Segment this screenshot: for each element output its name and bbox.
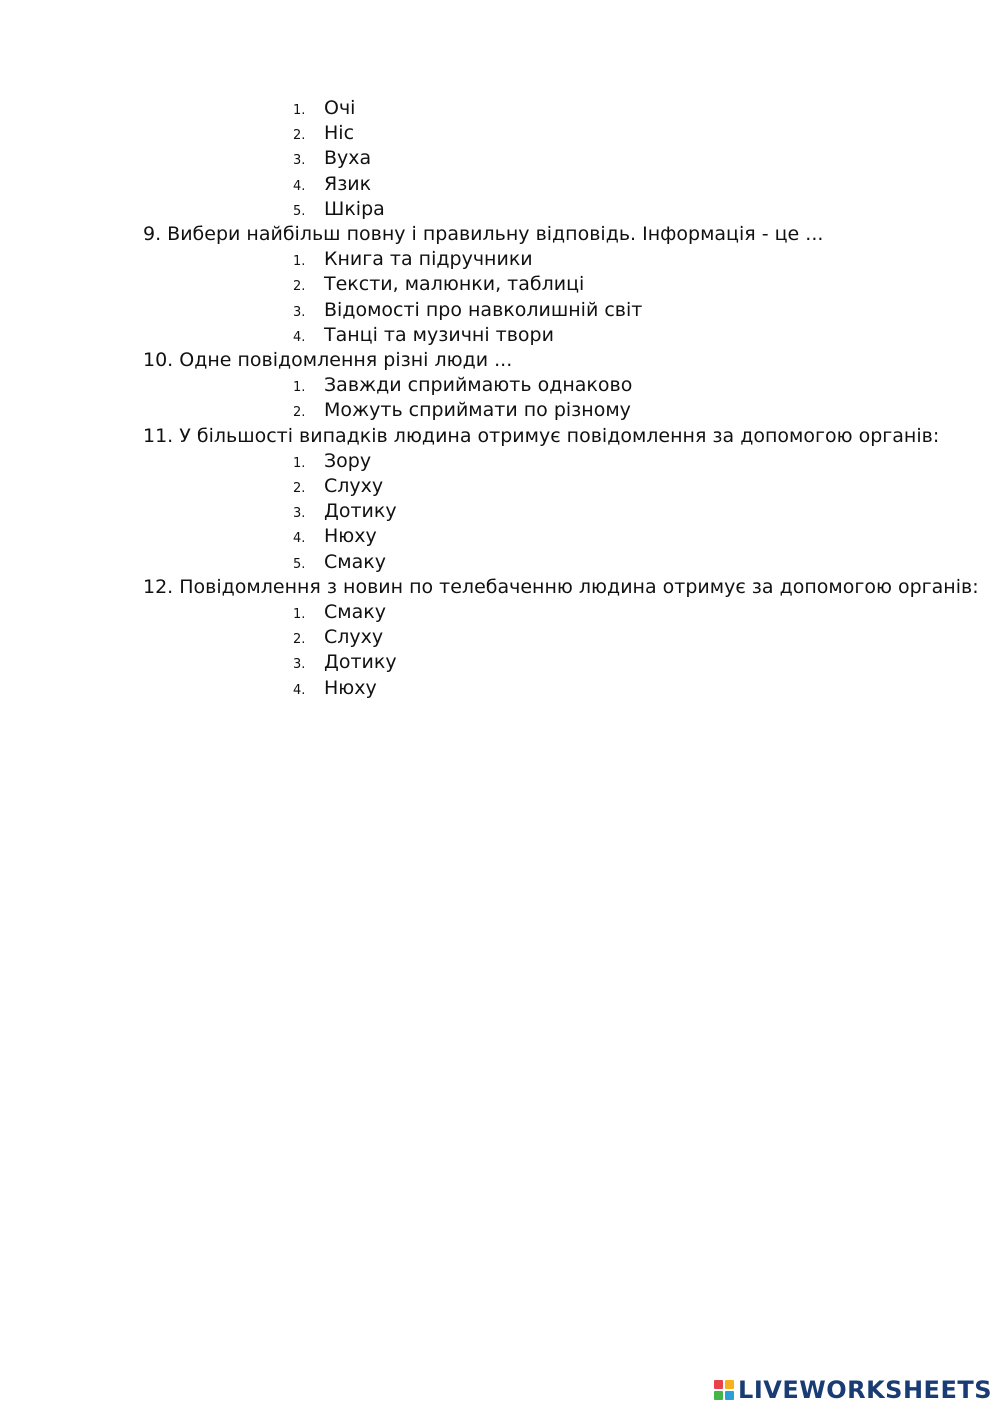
option-number: 2.	[293, 279, 306, 295]
option-number: 4.	[293, 178, 306, 194]
answer-option[interactable]	[293, 524, 377, 549]
option-text: Завжди сприймають однаково	[324, 374, 633, 397]
question-text: 12. Повідомлення з новин по телебаченню людина отримує за допомогою органів:	[143, 575, 979, 598]
option-text: Дотику	[324, 500, 397, 523]
option-number: 4.	[293, 329, 306, 345]
option-text: Можуть сприймати по різному	[324, 399, 631, 422]
answer-option[interactable]	[293, 650, 397, 675]
answer-option[interactable]	[293, 373, 632, 398]
logo-block-e	[725, 1391, 734, 1400]
liveworksheets-logo	[714, 1375, 992, 1405]
answer-option[interactable]	[293, 197, 385, 222]
option-text: Вуха	[324, 147, 372, 170]
logo-block-i	[725, 1380, 734, 1389]
option-text: Відомості про навколишній світ	[324, 298, 643, 321]
option-number: 4.	[293, 531, 306, 547]
answer-option[interactable]	[293, 398, 631, 423]
option-text: Танці та музичні твори	[324, 323, 554, 346]
answer-option[interactable]	[293, 676, 377, 701]
option-number: 1.	[293, 103, 306, 118]
question-text: 9. Вибери найбільш повну і правильну відповідь. Інформація - це ...	[143, 223, 824, 245]
option-text: Тексти, малюнки, таблиці	[324, 273, 585, 296]
answer-option[interactable]	[293, 146, 371, 171]
option-text: Язик	[324, 172, 372, 195]
option-number: 5.	[293, 556, 306, 572]
option-number: 3.	[293, 657, 306, 673]
option-text: Слуху	[324, 626, 384, 649]
option-text: Ніс	[324, 122, 355, 145]
option-text: Нюху	[324, 676, 377, 699]
option-number: 1.	[293, 254, 306, 270]
answer-option[interactable]	[293, 172, 371, 197]
option-text: Смаку	[324, 601, 386, 623]
answer-option[interactable]	[293, 121, 354, 146]
option-number: 3.	[293, 304, 306, 320]
answer-option[interactable]	[293, 474, 383, 499]
option-text: Смаку	[324, 550, 386, 573]
answer-option[interactable]	[293, 449, 371, 474]
option-text: Шкіра	[324, 197, 385, 220]
answer-option[interactable]	[293, 499, 397, 524]
answer-option[interactable]	[293, 96, 355, 121]
option-number: 3.	[293, 153, 306, 169]
option-number: 5.	[293, 203, 306, 219]
answer-option[interactable]	[293, 247, 533, 272]
option-number: 2.	[293, 481, 306, 496]
option-number: 1.	[293, 380, 306, 396]
logo-blocks-icon	[714, 1380, 734, 1400]
option-number: 4.	[293, 682, 306, 698]
question-text: 11. У більшості випадків людина отримує повідомлення за допомогою органів:	[143, 424, 940, 447]
logo-block-l	[714, 1380, 723, 1389]
answer-option[interactable]	[293, 272, 584, 297]
question-text: 10. Одне повідомлення різні люди ...	[143, 349, 513, 371]
option-text: Слуху	[324, 475, 384, 497]
option-text: Книга та підручники	[324, 248, 533, 271]
option-number: 2.	[293, 405, 306, 421]
answer-option[interactable]	[293, 323, 554, 348]
option-text: Нюху	[324, 525, 377, 548]
option-number: 2.	[293, 128, 306, 144]
answer-option[interactable]	[293, 298, 642, 323]
option-text: Очі	[324, 97, 356, 119]
option-number: 2.	[293, 632, 306, 648]
logo-block-v	[714, 1391, 723, 1400]
option-number: 3.	[293, 506, 306, 522]
option-number: 1.	[293, 455, 306, 471]
logo-text: LIVEWORKSHEETS	[738, 1376, 992, 1404]
option-number: 1.	[293, 607, 306, 622]
option-text: Зору	[324, 449, 372, 472]
answer-option[interactable]	[293, 550, 386, 575]
answer-option[interactable]	[293, 625, 383, 650]
option-text: Дотику	[324, 651, 397, 674]
answer-option[interactable]	[293, 600, 386, 625]
